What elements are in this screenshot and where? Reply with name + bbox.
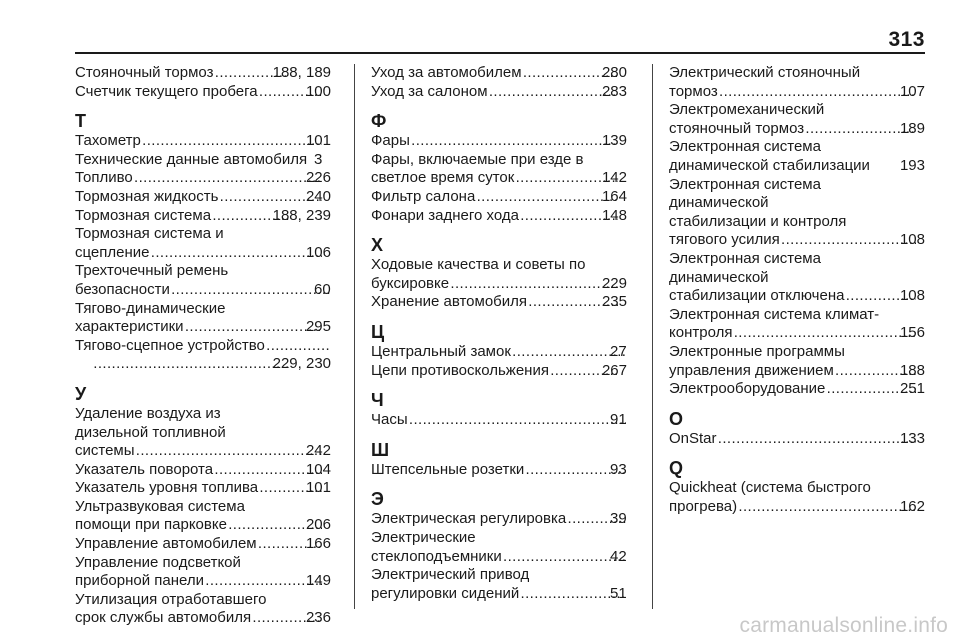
- entry-text: Фонари заднего хода: [371, 206, 519, 224]
- page-ref: 42: [610, 547, 627, 565]
- dot-leader: [150, 244, 322, 263]
- entry-text: Топливо: [75, 169, 133, 187]
- page-ref: 162: [899, 497, 925, 515]
- index-entry-line: [75, 535, 331, 554]
- index-entry: [371, 343, 627, 362]
- page-ref: 106: [305, 243, 331, 261]
- index-entry: [669, 176, 925, 250]
- index-entry-line: [371, 293, 627, 312]
- index-entry: [371, 188, 627, 207]
- index-entry-line: [75, 516, 331, 535]
- section-letter: Q: [669, 458, 684, 479]
- index-entry-line: [669, 479, 925, 498]
- index-entry-line: [669, 342, 925, 362]
- entry-text: светлое время суток: [371, 169, 515, 187]
- entry-text: Электрический стояночный: [669, 64, 861, 81]
- section-letter: Ч: [371, 390, 384, 411]
- entry-text: Электронная система: [669, 175, 821, 193]
- page-ref: 206: [305, 516, 331, 534]
- entry-text: управления движением: [669, 361, 834, 379]
- index-entry-line: [669, 156, 925, 176]
- index-entry: [669, 306, 925, 343]
- entry-text: Штепсельные розетки: [371, 460, 525, 478]
- header-rule: [75, 52, 925, 54]
- page-ref: 164: [601, 187, 627, 205]
- page-ref: 91: [610, 411, 627, 429]
- entry-text: Электрические: [371, 528, 476, 546]
- entry-text: буксировке: [371, 274, 450, 292]
- index-entry-line: [75, 187, 331, 207]
- index-entry-line: [371, 150, 627, 170]
- index-entry: [75, 188, 331, 207]
- page-ref: 251: [899, 380, 925, 398]
- page-ref: 51: [610, 584, 627, 602]
- entry-text: Тормозная жидкость: [75, 187, 219, 205]
- page-ref: 108: [899, 287, 925, 305]
- index-entry-line: [669, 101, 925, 120]
- dot-leader: [488, 83, 618, 102]
- entry-text: динамической: [669, 268, 769, 286]
- entry-text: приборной панели: [75, 572, 205, 590]
- index-entry-line: [669, 361, 925, 381]
- index-entry-line: [371, 566, 627, 585]
- index-entry: [371, 83, 627, 102]
- entry-text: Указатель уровня топлива: [75, 479, 259, 497]
- page-ref: 148: [601, 206, 627, 224]
- index-entry-line: [669, 119, 925, 139]
- index-entry-line: [669, 380, 925, 399]
- page-ref: 100: [305, 82, 331, 100]
- entry-text: Ходовые качества и советы по: [371, 256, 586, 274]
- page-ref: 189: [899, 119, 925, 137]
- entry-text: Стояночный тормоз: [75, 64, 214, 81]
- entry-text: Электронная система: [669, 138, 821, 156]
- index-entry-line: [371, 411, 627, 430]
- page-ref: 142: [601, 169, 627, 187]
- dot-leader: [408, 411, 626, 430]
- index-entry: [75, 262, 331, 299]
- dot-leader: [170, 281, 330, 300]
- index-entry-line: [75, 497, 331, 517]
- dot-leader: [502, 548, 626, 567]
- index-entry-line: [75, 318, 331, 337]
- entry-text: Утилизация отработавшего: [75, 590, 267, 608]
- dot-leader: [717, 430, 916, 449]
- page-ref: 107: [899, 82, 925, 100]
- entry-text: Уход за автомобилем: [371, 64, 522, 81]
- entry-text: прогрева): [669, 497, 738, 515]
- entry-text: Управление автомобилем: [75, 535, 257, 553]
- entry-text: Quickheat (система быстрого: [669, 479, 871, 497]
- index-entry-line: [75, 609, 331, 628]
- dot-leader: [92, 355, 289, 374]
- dot-leader: [135, 442, 322, 461]
- entry-text: Тормозная система и: [75, 225, 224, 243]
- index-entry-line: [669, 175, 925, 195]
- index-entry: [75, 498, 331, 535]
- index-entry: [75, 225, 331, 262]
- index-entry: [75, 169, 331, 188]
- index-entry: [75, 479, 331, 498]
- entry-text: срок службы автомобиля: [75, 609, 252, 627]
- index-entry-line: [669, 231, 925, 250]
- index-entry-line: [75, 225, 331, 244]
- entry-text: стабилизации и контроля: [669, 212, 847, 230]
- dot-leader: [449, 275, 618, 294]
- index-entry: [669, 343, 925, 380]
- entry-text: Управление подсветкой: [75, 553, 241, 571]
- entry-text: динамической стабилизации: [669, 156, 870, 174]
- index-entry-line: [75, 280, 331, 300]
- index-entry: [371, 132, 627, 151]
- page-ref: 240: [305, 187, 331, 205]
- page-ref: 235: [601, 293, 627, 311]
- index-entry-line: [371, 256, 627, 275]
- entry-text: регулировки сидений: [371, 584, 520, 602]
- dot-leader: [718, 83, 916, 102]
- index-entry: [75, 535, 331, 554]
- index-entry-line: [75, 150, 331, 170]
- entry-text: тягового усилия: [669, 231, 780, 249]
- index-column-3: [669, 64, 925, 516]
- index-entry: [75, 151, 331, 170]
- index-entry-line: [75, 442, 331, 461]
- index-entry-line: [371, 132, 627, 151]
- entry-text: Ультразвуковая система: [75, 497, 245, 515]
- entry-text: Электронные программы: [669, 342, 845, 360]
- index-entry-line: [75, 169, 331, 188]
- index-entry: [669, 479, 925, 516]
- index-entry-line: [669, 497, 925, 517]
- index-entry: [75, 132, 331, 151]
- index-entry-line: [371, 64, 627, 83]
- index-entry-line: [75, 479, 331, 498]
- entry-text: Фары, включаемые при езде в: [371, 150, 584, 168]
- dot-leader: [133, 169, 322, 188]
- column-divider: [354, 64, 355, 609]
- section-letter: Х: [371, 235, 384, 256]
- entry-text: динамической: [669, 194, 769, 212]
- index-entry-line: [669, 82, 925, 102]
- index-entry-line: [75, 460, 331, 480]
- page-ref: 283: [601, 82, 627, 100]
- section-letter: Э: [371, 489, 384, 510]
- page-number: 313: [888, 28, 925, 51]
- page-ref: 93: [610, 460, 627, 478]
- index-column-2: [371, 64, 627, 603]
- entry-text: OnStar: [669, 429, 717, 447]
- index-entry-line: [371, 82, 627, 102]
- entry-text: дизельной топливной: [75, 423, 226, 441]
- dot-leader: [410, 132, 618, 151]
- index-entry: [75, 337, 331, 374]
- page-ref: 39: [610, 510, 627, 528]
- index-entry-line: [75, 590, 331, 610]
- index-entry-line: [371, 169, 627, 188]
- entry-text: Хранение автомобиля: [371, 293, 528, 311]
- index-entry: [371, 256, 627, 293]
- index-entry-line: [371, 342, 627, 362]
- index-entry-line: [371, 510, 627, 529]
- section-letter: Ш: [371, 439, 390, 460]
- entry-text: контроля: [669, 324, 733, 342]
- entry-text: характеристики: [75, 318, 184, 336]
- page-ref: 229: [601, 274, 627, 292]
- index-entry: [669, 101, 925, 138]
- index-entry-line: [669, 324, 925, 343]
- page-ref: 188: [899, 361, 925, 379]
- page-ref: 229, 230: [272, 355, 331, 373]
- column-divider: [652, 64, 653, 609]
- index-entry-line: [75, 243, 331, 263]
- index-entry: [75, 207, 331, 226]
- entry-text: Фары: [371, 132, 410, 150]
- index-entry-line: [75, 336, 331, 356]
- page-ref: 236: [305, 609, 331, 627]
- index-entry: [75, 461, 331, 480]
- page-ref: 101: [305, 132, 331, 150]
- index-entry: [371, 566, 627, 603]
- watermark: carmanualsonline.info: [739, 614, 948, 637]
- index-entry: [371, 461, 627, 480]
- entry-text: сцепление: [75, 243, 150, 261]
- index-entry: [669, 250, 925, 306]
- page-ref: 139: [601, 132, 627, 150]
- index-column-1: [75, 64, 331, 628]
- index-entry-line: [75, 64, 331, 83]
- page-ref: 166: [305, 535, 331, 553]
- entry-text: Тормозная система: [75, 206, 212, 224]
- dot-leader: [737, 498, 916, 517]
- entry-text: Фильтр салона: [371, 187, 476, 205]
- page-ref: 108: [899, 231, 925, 249]
- index-entry-line: [75, 423, 331, 443]
- index-entry: [669, 138, 925, 175]
- index-entry: [371, 151, 627, 188]
- page-ref: 156: [899, 324, 925, 342]
- page-ref: 3: [314, 150, 323, 168]
- entry-text: стояночный тормоз: [669, 119, 805, 137]
- index-entry-line: [371, 274, 627, 294]
- index-entry-line: [371, 187, 627, 207]
- entry-text: Удаление воздуха из: [75, 404, 221, 422]
- index-entry: [75, 300, 331, 337]
- index-entry-line: [371, 584, 627, 604]
- index-entry-line: [75, 404, 331, 424]
- entry-text: тормоз: [669, 82, 718, 100]
- page-ref: 133: [899, 429, 925, 447]
- index-entry: [75, 83, 331, 102]
- index-entry-line: [75, 553, 331, 573]
- index-entry: [669, 380, 925, 399]
- entry-text: Электронная система климат-: [669, 305, 880, 323]
- index-entry-line: [669, 287, 925, 306]
- page-ref: 188, 189: [272, 64, 331, 81]
- index-entry-line: [669, 212, 925, 232]
- index-entry-line: [75, 206, 331, 226]
- page-ref: 267: [601, 361, 627, 379]
- entry-text: Тягово-динамические: [75, 299, 226, 317]
- page-ref: 101: [305, 479, 331, 497]
- section-letter: Т: [75, 111, 86, 132]
- page-ref: 104: [305, 460, 331, 478]
- index-entry: [371, 64, 627, 83]
- index-entry-line: [75, 572, 331, 591]
- dot-leader: [204, 572, 322, 591]
- entry-text: безопасности: [75, 280, 170, 298]
- page-ref: 188, 239: [272, 206, 331, 224]
- index-entry: [371, 529, 627, 566]
- entry-text: Электрический привод: [371, 566, 530, 584]
- entry-text: системы: [75, 442, 135, 460]
- entry-text: помощи при парковке: [75, 516, 227, 534]
- index-entry: [669, 64, 925, 101]
- index-entry: [371, 510, 627, 529]
- section-letter: Ц: [371, 321, 385, 342]
- index-entry: [75, 591, 331, 628]
- entry-text: Часы: [371, 411, 408, 429]
- index-entry: [75, 64, 331, 83]
- dot-leader: [780, 231, 916, 250]
- index-entry: [371, 207, 627, 226]
- entry-text: Трехточечный ремень: [75, 262, 229, 280]
- entry-text: Центральный замок: [371, 342, 511, 360]
- page-ref: 60: [314, 280, 331, 298]
- entry-text: Электронная система: [669, 249, 821, 267]
- page-ref: 295: [305, 318, 331, 336]
- section-letter: Ф: [371, 111, 387, 132]
- page-ref: 226: [305, 169, 331, 187]
- entry-text: стеклоподъемники: [371, 547, 502, 565]
- index-entry-line: [371, 528, 627, 548]
- page-ref: 149: [305, 572, 331, 590]
- index-entry: [371, 411, 627, 430]
- index-entry-line: [75, 132, 331, 151]
- index-entry: [371, 362, 627, 381]
- index-entry-line: [669, 268, 925, 288]
- index-entry: [75, 554, 331, 591]
- index-entry-line: [371, 460, 627, 480]
- index-entry-line: [75, 82, 331, 102]
- index-entry: [371, 293, 627, 312]
- dot-leader: [732, 324, 916, 343]
- index-entry-line: [669, 64, 925, 83]
- entry-text: Указатель поворота: [75, 460, 214, 478]
- index-entry: [669, 430, 925, 449]
- index-entry: [75, 405, 331, 461]
- entry-text: Технические данные автомобиля: [75, 150, 308, 168]
- dot-leader: [184, 318, 322, 337]
- index-entry-line: [669, 429, 925, 449]
- page-ref: 27: [610, 342, 627, 360]
- index-entry-line: [371, 206, 627, 226]
- dot-leader: [511, 343, 626, 362]
- entry-text: стабилизации отключена: [669, 287, 845, 305]
- entry-text: Цепи противоскольжения: [371, 361, 549, 379]
- index-entry-line: [92, 355, 331, 374]
- page-ref: 193: [899, 156, 925, 174]
- section-letter: У: [75, 383, 87, 404]
- index-entry-line: [75, 299, 331, 319]
- index-entry-line: [669, 305, 925, 325]
- entry-text: Счетчик текущего пробега: [75, 82, 258, 100]
- entry-text: Уход за салоном: [371, 82, 488, 100]
- entry-text: Тягово-сцепное устройство: [75, 336, 265, 354]
- index-entry-line: [371, 361, 627, 381]
- index-entry-line: [669, 249, 925, 269]
- page-ref: 280: [601, 64, 627, 81]
- index-entry-line: [75, 262, 331, 281]
- dot-leader: [475, 188, 618, 207]
- entry-text: Электрооборудование: [669, 380, 826, 398]
- dot-leader: [141, 132, 322, 151]
- index-entry-line: [669, 138, 925, 157]
- index-entry-line: [371, 547, 627, 567]
- page-ref: 242: [305, 442, 331, 460]
- entry-text: Тахометр: [75, 132, 141, 150]
- entry-text: Электромеханический: [669, 101, 825, 119]
- section-letter: O: [669, 408, 684, 429]
- dot-leader: [265, 337, 331, 356]
- entry-text: Электрическая регулировка: [371, 510, 567, 528]
- index-entry-line: [669, 194, 925, 213]
